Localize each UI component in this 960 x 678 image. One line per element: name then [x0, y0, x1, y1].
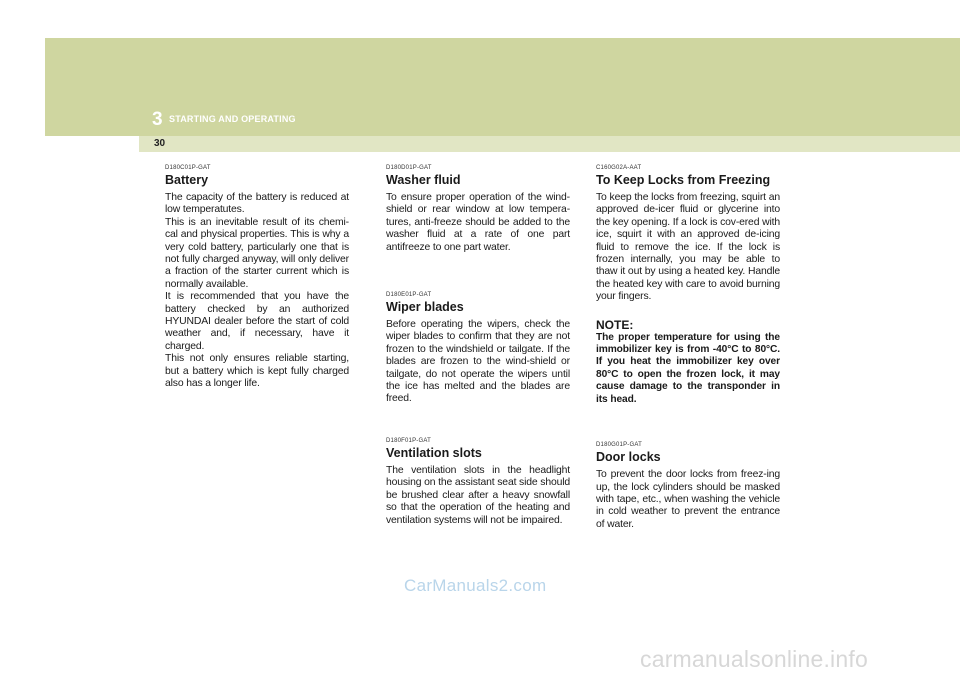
paragraph: To ensure proper operation of the wind-shield or rear window at low tempera-tures, anti-freeze should be added to the washer fluid at a rate of one part antifreeze to one part water.: [386, 192, 570, 253]
chapter-title: STARTING AND OPERATING: [169, 114, 296, 124]
section-washer-fluid: [386, 165, 570, 254]
paragraph: To prevent the door locks from freez-ing up, the lock cylinders should be masked with tape, etc., when washing the vehicle in cold weather to prevent the entrance of water.: [596, 469, 780, 530]
paragraph: To keep the locks from freezing, squirt an approved de-icer fluid or glycerine into the key opening. If a lock is cov-ered with ice, squirt it with an approved de-icing fluid to remove the ice. If the lock is frozen internally, you may be able to thaw it out by using a heated key. Handle the heated key with care to avoid burning your fingers.: [596, 192, 780, 303]
page-tab: [139, 136, 960, 152]
section-wiper-blades: [386, 292, 570, 406]
watermark-carmanualsonline: carmanualsonline.info: [640, 646, 868, 672]
paragraph: Before operating the wipers, check the wiper blades to confirm that they are not frozen to the windshield or tailgate. If the blades are frozen to the wind-shield or tailgate, do not operate the wipers until the ice has melted and the blades are freed.: [386, 319, 570, 405]
section-code: C160G02A-AAT: [596, 165, 642, 171]
section-title: Door locks: [596, 450, 661, 465]
section-title: Ventilation slots: [386, 445, 482, 460]
section-keep-locks-from-freezing: [596, 165, 780, 406]
paragraph: This is an inevitable result of its chemi-cal and physical properties. This is why a very cold battery, particularly one that is not fully charged anyway, will only deliver a fraction of the starter current which is normally available.: [165, 216, 349, 290]
paragraph: It is recommended that you have the battery checked by an authorized HYUNDAI dealer before the start of cold weather and, if necessary, have it charged.: [165, 291, 349, 352]
chapter-number: 3: [152, 109, 163, 130]
section-battery: [165, 165, 349, 391]
page-number: 30: [154, 138, 166, 149]
column-left: [165, 165, 349, 421]
section-code: D180F01P-GAT: [386, 437, 431, 444]
section-code: D180E01P-GAT: [386, 292, 432, 299]
note-label: NOTE:: [596, 317, 634, 332]
watermark-carmanuals2: CarManuals2.com: [404, 576, 547, 595]
column-middle: [386, 165, 570, 557]
section-title: Washer fluid: [386, 173, 461, 187]
note-text: The proper temperature for using the immobilizer key is from -40°C to 80°C. If you heat the immobilizer key over 80°C to open the frozen lock, it may cause damage to the transponder in its head.: [596, 331, 780, 405]
paragraph: The ventilation slots in the headlight housing on the assistant seat side should be brushed clear after a heavy snowfall so that the operation of the heating and ventilation systems will not be impaired.: [386, 464, 570, 526]
section-code: D180G01P-GAT: [596, 442, 642, 449]
section-ventilation-slots: [386, 438, 570, 527]
section-title: To Keep Locks from Freezing: [596, 173, 771, 187]
section-code: D180C01P-GAT: [165, 165, 211, 171]
section-code: D180D01P-GAT: [386, 165, 432, 171]
paragraph: The capacity of the battery is reduced at low temperatutes.: [165, 192, 349, 216]
section-title: Wiper blades: [386, 300, 464, 315]
section-door-locks: [596, 442, 780, 531]
section-title: Battery: [165, 173, 209, 187]
column-right: [596, 165, 780, 561]
paragraph: This not only ensures reliable starting, but a battery which is kept fully charged also has a longer life.: [165, 353, 349, 390]
